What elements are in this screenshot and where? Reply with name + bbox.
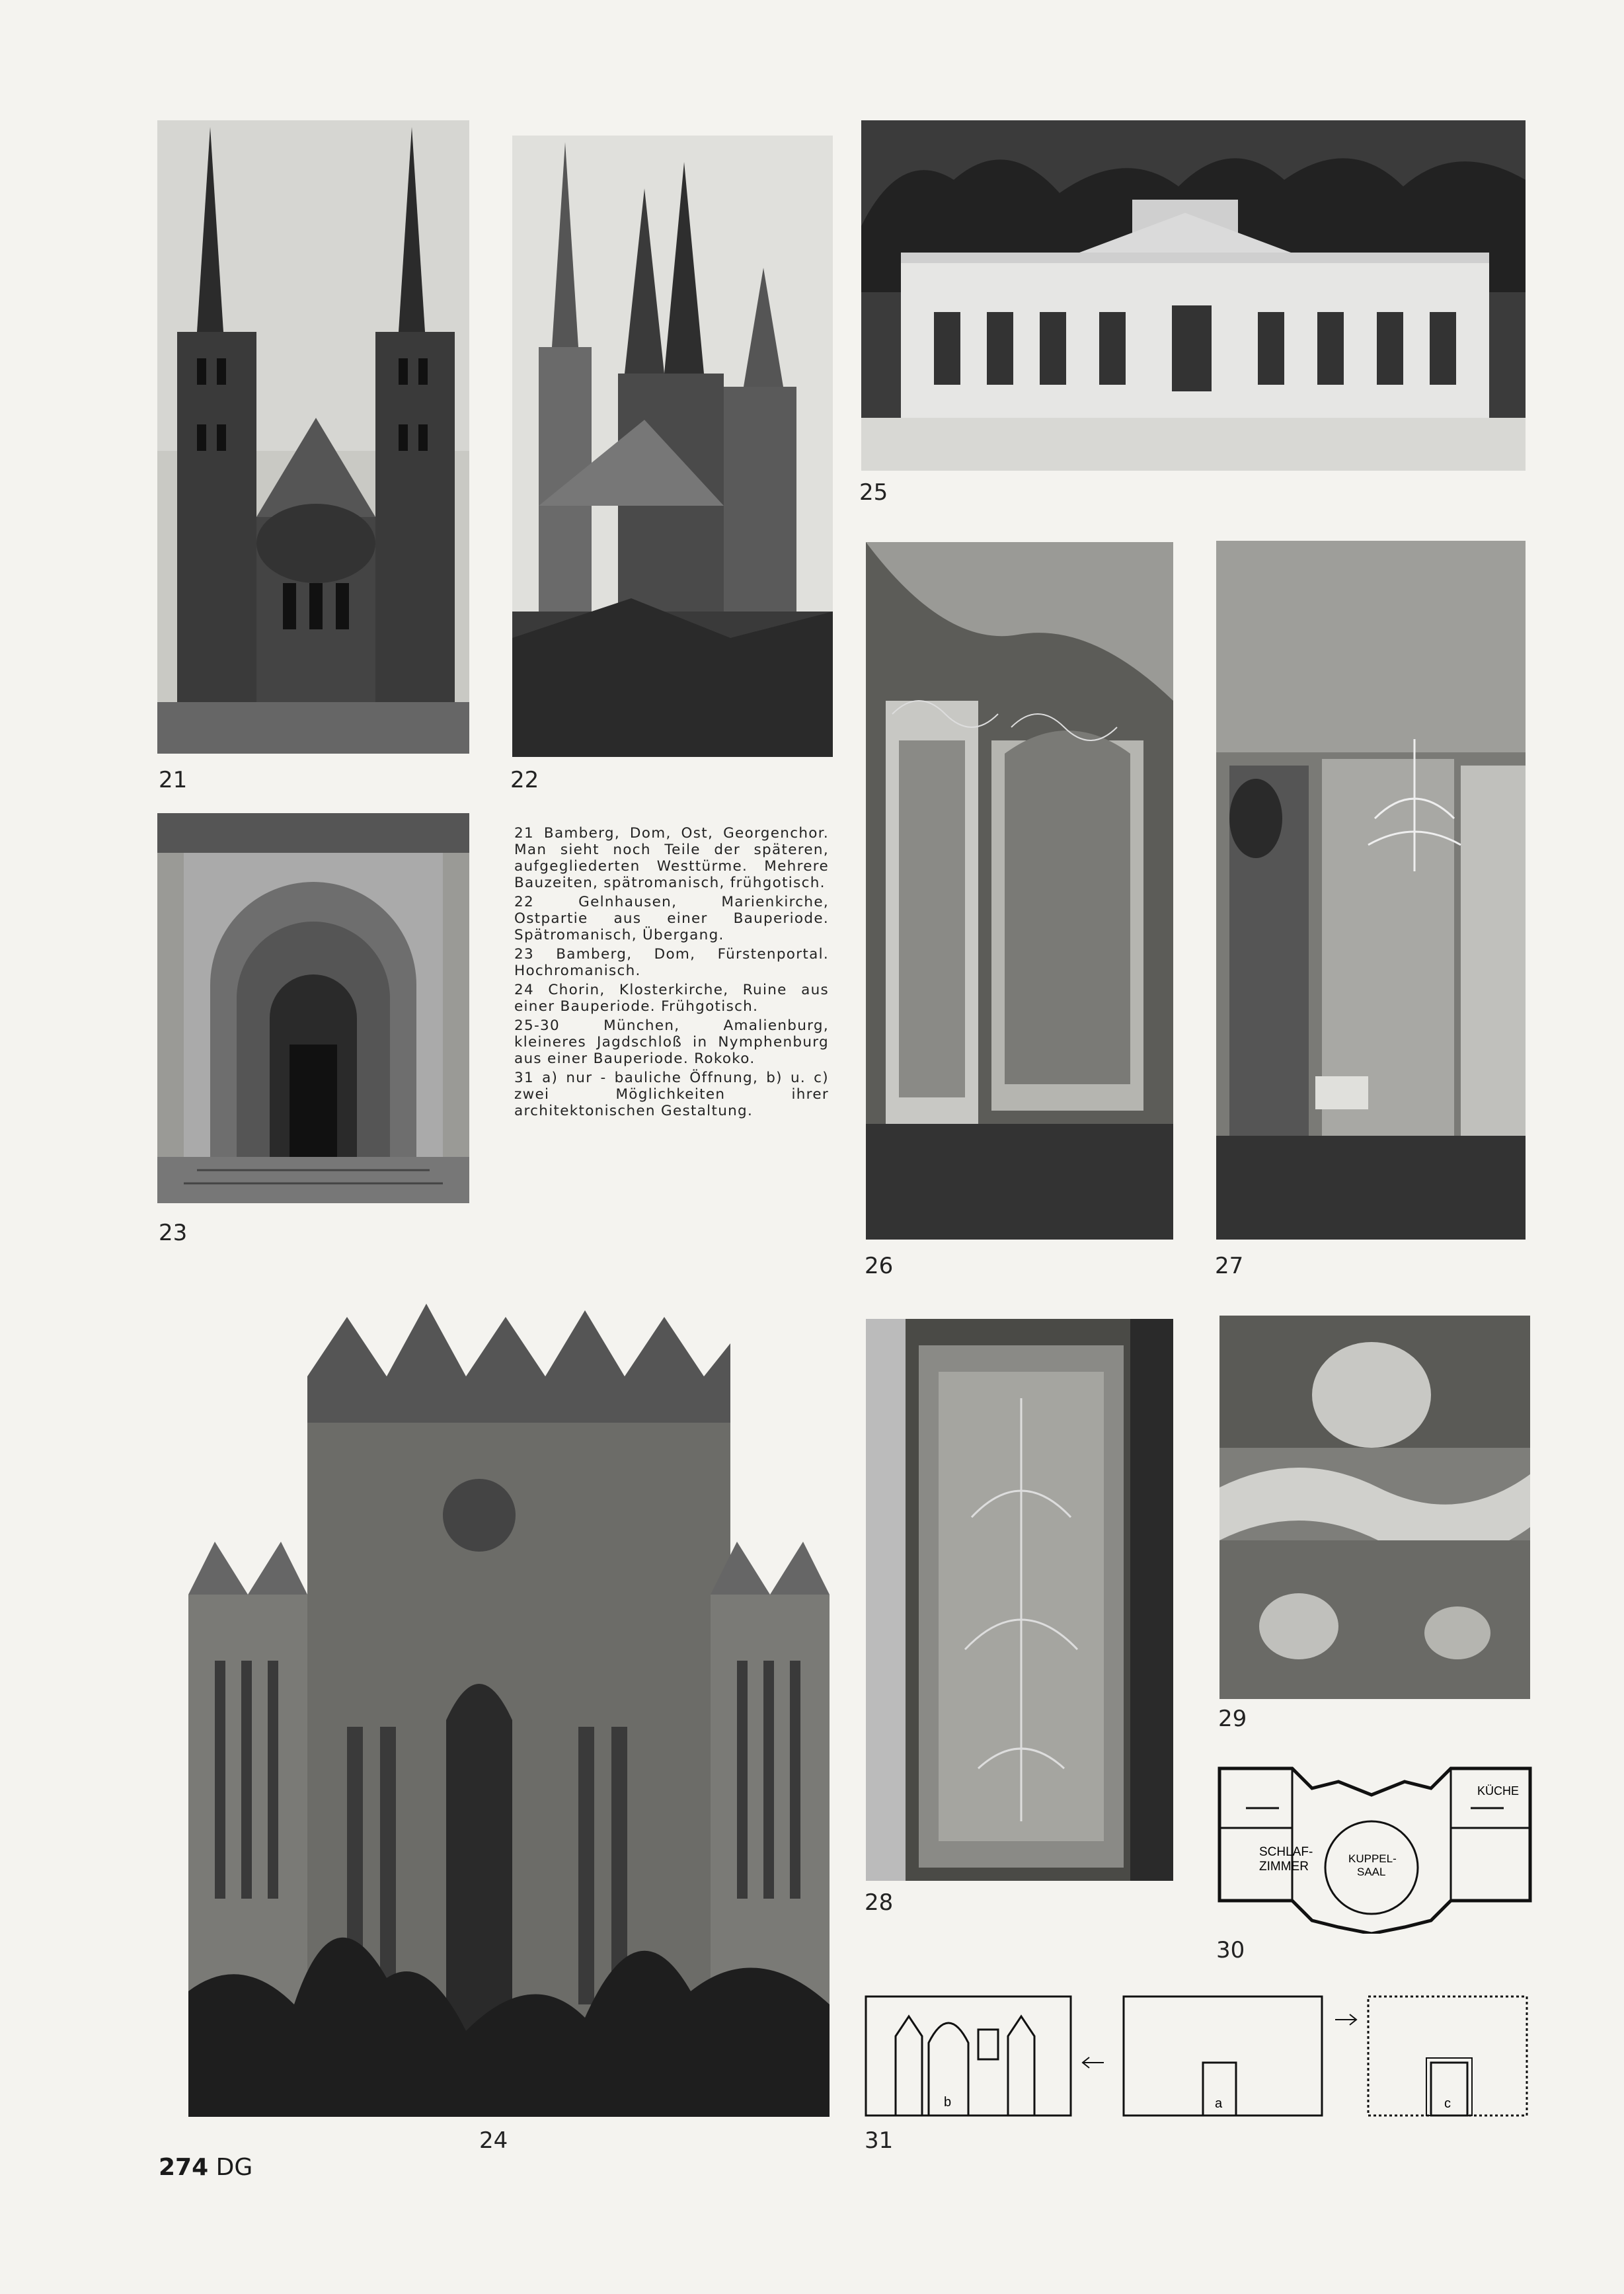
- plan-label-zimmer: ZIMMER: [1259, 1860, 1309, 1874]
- page-code: DG: [215, 2154, 253, 2181]
- caption-25-30: 25-30 München, Amalienburg, kleineres Jagdschloß in Nymphenburg aus einer Bauperiode. Rokoko.: [514, 1017, 829, 1067]
- diagram-label-c: c: [1444, 2096, 1451, 2111]
- caption-21: 21 Bamberg, Dom, Ost, Georgenchor. Man sieht noch Teile der späteren, aufgegliederten Westtürme. Mehrere Bauzeiten, spätromanisch, frühgotisch.: [514, 825, 829, 891]
- page-number: [159, 2154, 252, 2181]
- figure-number-31: 31: [865, 2127, 894, 2154]
- page-number-value: 274: [159, 2154, 209, 2181]
- photo-25-amalienburg-exterior: [861, 120, 1526, 471]
- caption-22: 22 Gelnhausen, Marienkirche, Ostpartie aus einer Bauperiode. Spätromanisch, Übergang.: [514, 894, 829, 943]
- photo-21-bamberg-dom: [157, 120, 469, 754]
- photo-24-chorin-klosterkirche: [188, 1304, 830, 2117]
- plan-label-schlaf: SCHLAF-: [1259, 1845, 1313, 1859]
- photo-26-amalienburg-interior: [866, 542, 1173, 1240]
- figure-number-28: 28: [865, 1889, 894, 1916]
- figure-31-opening-diagrams: [859, 1990, 1533, 2122]
- plan-label-saal: SAAL: [1357, 1866, 1386, 1878]
- diagram-label-a: a: [1215, 2096, 1223, 2111]
- plan-label-kuppel: KUPPEL-: [1348, 1852, 1397, 1865]
- figure-number-24: 24: [479, 2127, 508, 2154]
- figure-number-27: 27: [1215, 1253, 1244, 1279]
- photo-27-amalienburg-interior: [1216, 541, 1526, 1240]
- caption-23: 23 Bamberg, Dom, Fürstenportal. Hochromanisch.: [514, 946, 829, 979]
- photo-29-amalienburg-ornament: [1219, 1316, 1530, 1699]
- figure-captions: [514, 825, 829, 1122]
- figure-number-21: 21: [159, 767, 188, 793]
- photo-23-fuerstenportal: [157, 813, 469, 1203]
- figure-number-30: 30: [1216, 1937, 1245, 1963]
- caption-24: 24 Chorin, Klosterkirche, Ruine aus einer Bauperiode. Frühgotisch.: [514, 982, 829, 1015]
- figure-30-floor-plan: [1213, 1755, 1537, 1934]
- figure-number-23: 23: [159, 1220, 188, 1246]
- figure-number-29: 29: [1218, 1706, 1247, 1732]
- plan-label-kueche: KÜCHE: [1477, 1784, 1520, 1798]
- photo-28-amalienburg-panel: [866, 1319, 1173, 1881]
- figure-number-26: 26: [865, 1253, 894, 1279]
- figure-number-25: 25: [859, 479, 888, 506]
- diagram-label-b: b: [944, 2095, 952, 2110]
- caption-31: 31 a) nur - bauliche Öffnung, b) u. c) zwei Möglichkeiten ihrer architektonischen Gestaltung.: [514, 1070, 829, 1119]
- photo-22-gelnhausen: [512, 136, 833, 757]
- figure-number-22: 22: [510, 767, 539, 793]
